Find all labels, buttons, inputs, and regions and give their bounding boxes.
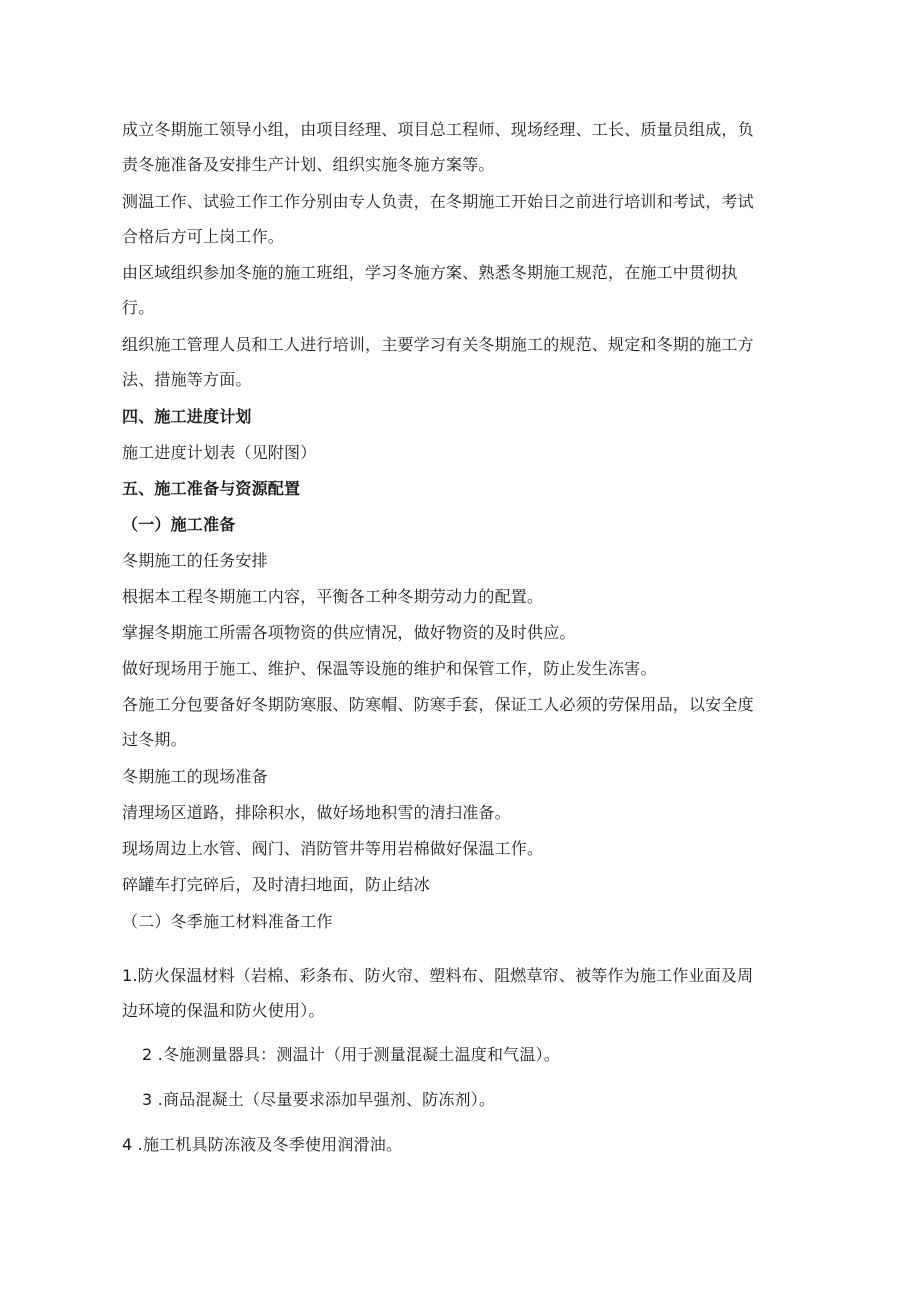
subsection-heading: （一）施工准备 bbox=[122, 515, 236, 534]
body-text-line: 冬期施工的现场准备 bbox=[122, 767, 268, 786]
list-item: 3 .商品混凝土（尽量要求添加早强剂、防冻剂）。 bbox=[142, 1090, 496, 1109]
section-heading: 五、施工准备与资源配置 bbox=[122, 479, 301, 498]
body-text-line: 做好现场用于施工、维护、保温等设施的维护和保管工作，防止发生冻害。 bbox=[122, 659, 657, 678]
list-item: 1.防火保温材料（岩棉、彩条布、防火帘、塑料布、阻燃草帘、被等作为施工作业面及周 bbox=[122, 966, 754, 985]
body-text-line: 各施工分包要备好冬期防寒服、防寒帽、防寒手套，保证工人必须的劳保用品，以安全度 bbox=[122, 695, 754, 714]
list-item: 2 .冬施测量器具：测温计（用于测量混凝土温度和气温）。 bbox=[142, 1045, 560, 1064]
body-text-line: 掌握冬期施工所需各项物资的供应情况，做好物资的及时供应。 bbox=[122, 623, 576, 642]
list-item-continuation: 边环境的保温和防火使用）。 bbox=[122, 1001, 325, 1020]
body-text-line: 施工进度计划表（见附图） bbox=[122, 443, 317, 462]
body-text-line: 责冬施准备及安排生产计划、组织实施冬施方案等。 bbox=[122, 155, 495, 174]
list-item: 4 .施工机具防冻液及冬季使用润滑油。 bbox=[122, 1135, 403, 1154]
body-text-line: 碎罐车打完碎后，及时清扫地面，防止结冰 bbox=[122, 875, 430, 894]
body-text-line: 根据本工程冬期施工内容，平衡各工种冬期劳动力的配置。 bbox=[122, 587, 544, 606]
body-text-line: 过冬期。 bbox=[122, 730, 187, 749]
body-text-line: 法、措施等方面。 bbox=[122, 370, 252, 389]
body-text-line: 成立冬期施工领导小组，由项目经理、项目总工程师、现场经理、工长、质量员组成，负 bbox=[122, 120, 754, 139]
body-text-line: 行。 bbox=[122, 298, 155, 317]
body-text-line: 由区域组织参加冬施的施工班组，学习冬施方案、熟悉冬期施工规范，在施工中贯彻执 bbox=[122, 263, 738, 282]
body-text-line: 清理场区道路，排除积水，做好场地积雪的清扫准备。 bbox=[122, 803, 511, 822]
body-text-line: 现场周边上水管、阀门、消防管井等用岩棉做好保温工作。 bbox=[122, 839, 544, 858]
body-text-line: 组织施工管理人员和工人进行培训，主要学习有关冬期施工的规范、规定和冬期的施工方 bbox=[122, 335, 754, 354]
section-heading: 四、施工进度计划 bbox=[122, 407, 252, 426]
body-text-line: 测温工作、试验工作工作分别由专人负责，在冬期施工开始日之前进行培训和考试，考试 bbox=[122, 192, 754, 211]
body-text-line: 合格后方可上岗工作。 bbox=[122, 227, 285, 246]
subsection-heading: （二）冬季施工材料准备工作 bbox=[122, 912, 333, 931]
body-text-line: 冬期施工的任务安排 bbox=[122, 551, 268, 570]
